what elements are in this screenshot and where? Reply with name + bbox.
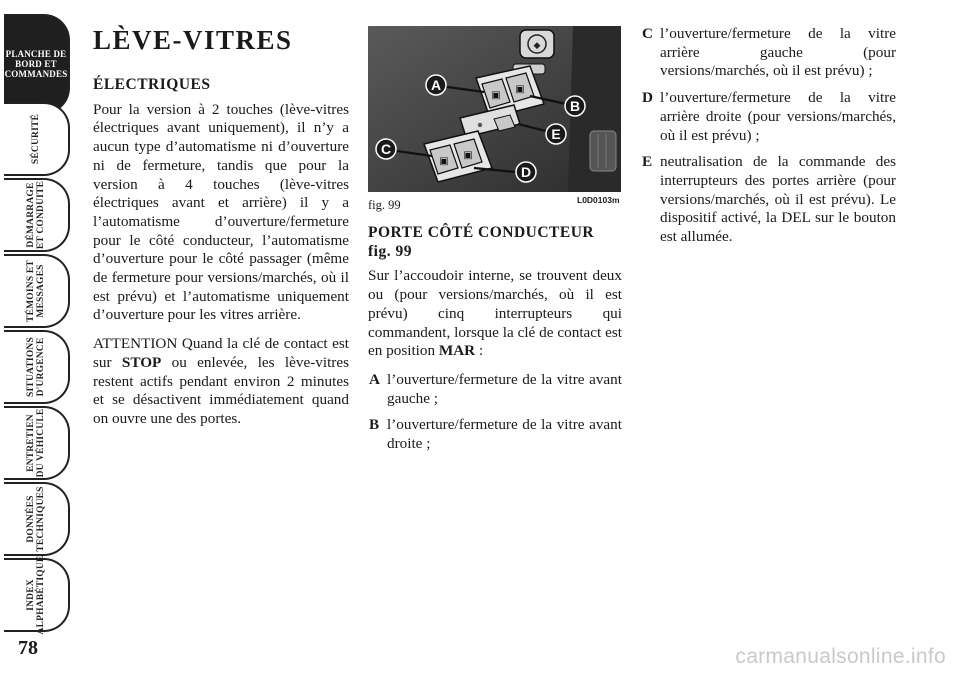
text: Sur l’accoudoir interne, se trouvent deux ou (pour versions/marchés, où il est prévu) cinq interrupteurs qui commandent, lorsque la clé de contact est en position bbox=[368, 267, 622, 360]
callout-c bbox=[376, 139, 396, 159]
svg-text:▣: ▣ bbox=[439, 156, 449, 167]
tab-label: SÉCURITÉ bbox=[31, 113, 41, 165]
column-1 bbox=[93, 20, 349, 439]
item-text: l’ouverture/fermeture de la vitre arrière gauche (pour versions/marchés, où il est prévu) ; bbox=[660, 25, 896, 80]
callout-label: B bbox=[569, 98, 581, 114]
item-text: l’ouverture/fermeture de la vitre avant droite ; bbox=[387, 416, 622, 453]
tab-label: INDEX ALPHABÉTIQUE bbox=[26, 555, 46, 635]
tab-demarrage[interactable] bbox=[4, 178, 70, 252]
tab-label: TÉMOINS ET MESSAGES bbox=[26, 260, 46, 322]
tab-label: SITUATIONS D'URGENCE bbox=[26, 337, 46, 397]
item-key: A bbox=[369, 370, 380, 388]
text: : bbox=[475, 342, 484, 360]
svg-text:◆: ◆ bbox=[533, 41, 541, 51]
tab-label: DONNÉES TECHNIQUES bbox=[26, 486, 46, 552]
tab-index[interactable] bbox=[4, 555, 70, 635]
list-item bbox=[369, 371, 622, 408]
column-3 bbox=[642, 25, 896, 255]
column-2 bbox=[368, 224, 622, 462]
item-key: D bbox=[642, 89, 653, 107]
tab-label: DÉMARRAGE ET CONDUITE bbox=[26, 180, 46, 250]
list-item bbox=[642, 25, 896, 81]
callout-label: A bbox=[430, 77, 442, 93]
list-item bbox=[642, 153, 896, 247]
callout-d bbox=[516, 162, 536, 182]
bold-text: STOP bbox=[121, 353, 162, 371]
paragraph-attention bbox=[93, 335, 349, 429]
list-item bbox=[369, 416, 622, 453]
tab-temoins[interactable] bbox=[4, 254, 70, 328]
tab-securite[interactable] bbox=[4, 102, 70, 176]
text: ou enlevée, les lève-vitres restent actifs pendant environ 2 minutes et se désactivent immédiatement quand on ouvre une des portes. bbox=[93, 353, 349, 427]
figure-window-switches bbox=[368, 26, 621, 192]
figure-code: L0D0103m bbox=[577, 195, 620, 205]
svg-text:▣: ▣ bbox=[491, 90, 501, 101]
item-key: E bbox=[642, 153, 653, 171]
tab-label: PLANCHE DE BORD ET COMMANDES bbox=[4, 49, 68, 79]
callout-label: C bbox=[380, 141, 392, 157]
item-text: l’ouverture/fermeture de la vitre avant gauche ; bbox=[387, 370, 622, 407]
section-heading: PORTE CÔTÉ CONDUCTEUR bbox=[368, 224, 595, 241]
figure-caption: fig. 99 bbox=[368, 198, 401, 212]
callout-label: E bbox=[551, 126, 561, 142]
item-text: neutralisation de la commande des interrupteurs des portes arrière (pour versions/marchés, où il est prévu). Le dispositif activé, la DEL sur le bouton est allumée. bbox=[660, 153, 896, 246]
text: ATTENTION Quand la clé de contact est sur bbox=[93, 335, 349, 371]
section-subtitle: ÉLECTRIQUES bbox=[93, 76, 211, 93]
tab-label: ENTRETIEN DU VÉHICULE bbox=[26, 408, 46, 478]
paragraph-intro: Pour la version à 2 touches (lève-vitres électriques avant uniquement), il n’y a aucun type d’automatisme ni d’ouverture ni de fermeture, tandis que pour la version à 4 touches (lève-vitres électriques avant et arrière) il y a l’automatisme d’ouverture/fermeture pour le côté conducteur, l’automatisme d’ouverture pour le côté passager (même de fermeture pour versions/marchés, où il est prévu) et l’automatisme uniquement d’ouverture pour les vitres arrière. bbox=[93, 100, 349, 324]
item-text: l’ouverture/fermeture de la vitre arrière droite (pour versions/marchés, où il est prévu) ; bbox=[660, 89, 896, 144]
page-number: 78 bbox=[18, 637, 38, 659]
tab-planche-de-bord[interactable] bbox=[4, 14, 70, 114]
watermark: carmanualsonline.info bbox=[735, 645, 946, 668]
item-key: C bbox=[642, 25, 653, 42]
tab-situations[interactable] bbox=[4, 330, 70, 404]
item-key: B bbox=[369, 416, 380, 434]
callout-b bbox=[565, 96, 585, 116]
paragraph-description bbox=[368, 267, 622, 361]
svg-text:▣: ▣ bbox=[463, 150, 473, 161]
callout-e bbox=[546, 124, 566, 144]
svg-text:▣: ▣ bbox=[515, 84, 525, 95]
section-heading-ref: fig. 99 bbox=[368, 242, 412, 260]
tab-entretien[interactable] bbox=[4, 406, 70, 480]
page-title: LÈVE-VITRES bbox=[93, 25, 293, 55]
callout-a bbox=[426, 75, 446, 95]
bold-text: MAR bbox=[438, 342, 476, 360]
list-item bbox=[642, 89, 896, 145]
switch-panel-illustration bbox=[368, 26, 621, 192]
callout-label: D bbox=[520, 164, 532, 180]
tab-donnees[interactable] bbox=[4, 482, 70, 556]
